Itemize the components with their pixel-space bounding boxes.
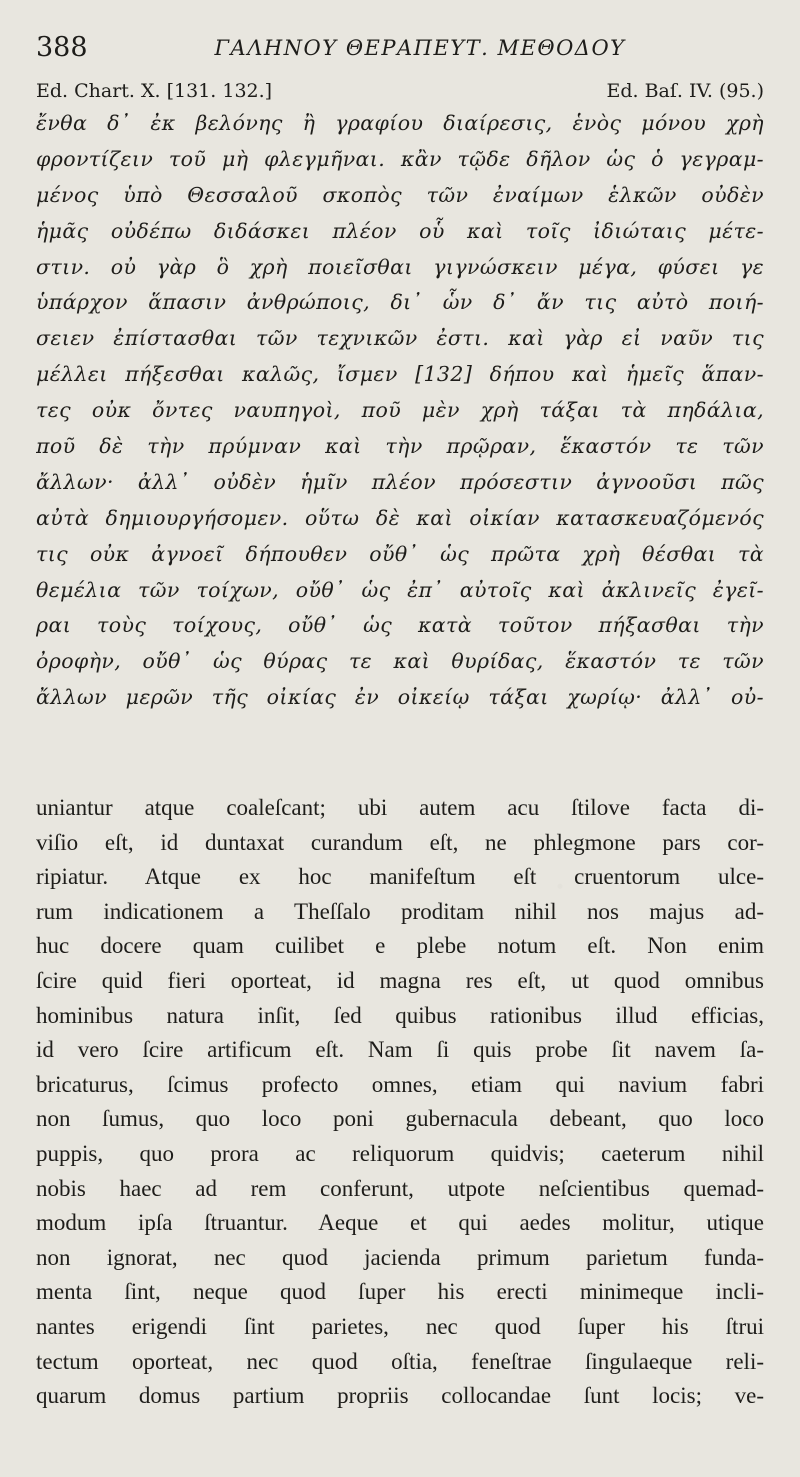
- running-title: ΓΑΛΗΝΟΥ ΘΕΡΑΠΕΥΤ. ΜΕΘΟΔΟΥ: [214, 36, 626, 60]
- latin-line: huc docere quam cuilibet e plebe notum eſt. Non enim: [36, 933, 764, 959]
- greek-line: ἄλλων μερῶν τῆς οἰκίας ἐν οἰκείῳ τάξαι χωρίῳ· ἀλλ᾽ οὐ-: [36, 685, 764, 710]
- latin-line: menta ſint, neque quod ſuper his erecti minimeque incli-: [36, 1279, 764, 1305]
- latin-text-block: [36, 791, 764, 1414]
- greek-line: τις οὐκ ἀγνοεῖ δήπουθεν οὔθ᾽ ὡς πρῶτα χρὴ θέσθαι τὰ: [36, 541, 764, 566]
- latin-line: non ignorat, nec quod jacienda primum parietum funda-: [36, 1244, 764, 1270]
- latin-line: hominibus natura inſit, ſed quibus rationibus illud efficias,: [36, 1002, 764, 1028]
- latin-line: uniantur atque coaleſcant; ubi autem acu ſtilove facta di-: [36, 795, 764, 820]
- edition-chartier-reference: Ed. Chart. X. [131. 132.]: [36, 80, 273, 102]
- latin-line: id vero ſcire artificum eſt. Nam ſi quis probe ſit navem ſa-: [36, 1037, 764, 1063]
- greek-line: ραι τοὺς τοίχους, οὔθ᾽ ὡς κατὰ τοῦτον πήξασθαι τὴν: [36, 613, 764, 638]
- latin-line: quarum domus partium propriis collocandae ſunt locis; ve-: [36, 1383, 764, 1409]
- greek-line: ὀροφὴν, οὔθ᾽ ὡς θύρας τε καὶ θυρίδας, ἕκαστόν τε τῶν: [36, 649, 764, 674]
- latin-line: ripiatur. Atque ex hoc manifeſtum eſt cruentorum ulce-: [36, 864, 764, 890]
- edition-basel-reference: Ed. Baſ. IV. (95.): [606, 80, 764, 102]
- greek-text-block: [36, 106, 764, 716]
- greek-line: αὐτὰ δημιουργήσομεν. οὕτω δὲ καὶ οἰκίαν κατασκευαζόμενός: [36, 505, 764, 530]
- greek-line: ὑπάρχον ἅπασιν ἀνθρώποις, δι᾽ ὧν δ᾽ ἄν τις αὐτὸ ποιή-: [36, 290, 764, 315]
- greek-line: ἡμᾶς οὐδέπω διδάσκει πλέον οὗ καὶ τοῖς ἰδιώταις μέτε-: [36, 218, 764, 243]
- greek-line: τες οὐκ ὄντες ναυπηγοὶ, ποῦ μὲν χρὴ τάξαι τὰ πηδάλια,: [36, 398, 764, 423]
- latin-line: nantes erigendi ſint parietes, nec quod ſuper his ſtrui: [36, 1313, 764, 1339]
- greek-line: στιν. οὐ γὰρ ὃ χρὴ ποιεῖσθαι γιγνώσκειν μέγα, φύσει γε: [36, 254, 764, 279]
- greek-line: φροντίζειν τοῦ μὴ φλεγμῆναι. κἂν τῷδε δῆλον ὡς ὁ γεγραμ-: [36, 146, 764, 171]
- page-number: 388: [36, 32, 88, 63]
- latin-line: puppis, quo prora ac reliquorum quidvis; caeterum nihil: [36, 1140, 764, 1166]
- latin-line: modum ipſa ſtruantur. Aeque et qui aedes molitur, utique: [36, 1210, 764, 1236]
- greek-line: μένος ὑπὸ Θεσσαλοῦ σκοπὸς τῶν ἐναίμων ἑλκῶν οὐδὲν: [36, 182, 764, 207]
- greek-line: μέλλει πήξεσθαι καλῶς, ἴσμεν [132] δήπου καὶ ἡμεῖς ἅπαν-: [36, 362, 764, 387]
- page-header: [36, 30, 764, 66]
- greek-line: σειεν ἐπίστασθαι τῶν τεχνικῶν ἐστι. καὶ γὰρ εἰ ναῦν τις: [36, 326, 764, 351]
- latin-line: bricaturus, ſcimus profecto omnes, etiam qui navium fabri: [36, 1071, 764, 1097]
- greek-line: ποῦ δὲ τὴν πρύμναν καὶ τὴν πρῷραν, ἕκαστόν τε τῶν: [36, 434, 764, 459]
- latin-line: rum indicationem a Theſſalo proditam nihil nos majus ad-: [36, 898, 764, 924]
- latin-line: nobis haec ad rem conferunt, utpote neſcientibus quemad-: [36, 1175, 764, 1201]
- greek-line: θεμέλια τῶν τοίχων, οὔθ᾽ ὡς ἐπ᾽ αὐτοῖς καὶ ἀκλινεῖς ἐγεῖ-: [36, 577, 764, 602]
- latin-line: ſcire quid fieri oporteat, id magna res eſt, ut quod omnibus: [36, 967, 764, 993]
- latin-line: non ſumus, quo loco poni gubernacula debeant, quo loco: [36, 1106, 764, 1132]
- latin-line: viſio eſt, id duntaxat curandum eſt, ne phlegmone pars cor-: [36, 829, 764, 855]
- latin-line: tectum oporteat, nec quod oſtia, feneſtrae ſingulaeque reli-: [36, 1348, 764, 1374]
- greek-line: ἄλλων· ἀλλ᾽ οὐδὲν ἡμῖν πλέον πρόσεστιν ἀγνοοῦσι πῶς: [36, 469, 764, 494]
- edition-reference-line: [36, 80, 764, 108]
- greek-line: ἔνθα δ᾽ ἐκ βελόνης ἢ γραφίου διαίρεσις, ἑνὸς μόνου χρὴ: [36, 111, 764, 135]
